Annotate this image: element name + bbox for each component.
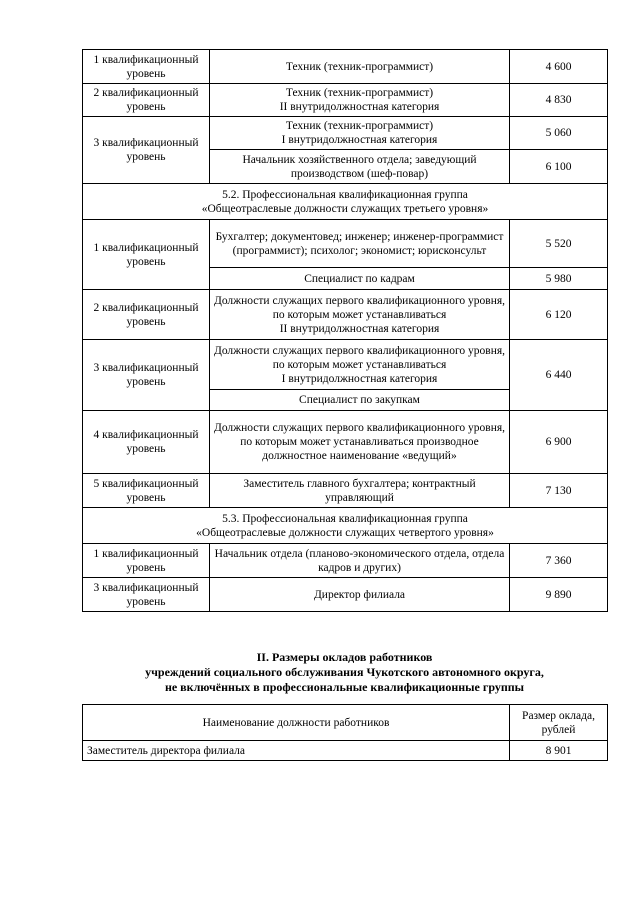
table-header-row: [83, 705, 608, 741]
level-cell: 4 квалификационный уровень: [83, 411, 210, 474]
level-cell: 2 квалификационный уровень: [83, 290, 210, 340]
position-cell: Должности служащих первого квалификационного уровня, по которым может устанавливаться производное должностное наименование «ведущий»: [210, 411, 510, 474]
table-row: [83, 220, 608, 268]
table-row: [83, 474, 608, 508]
level-cell: 1 квалификационный уровень: [83, 50, 210, 84]
salary-cell: 6 900: [510, 411, 608, 474]
position-cell: Заместитель директора филиала: [83, 741, 510, 761]
column-header-salary: Размер оклада, рублей: [510, 705, 608, 741]
level-cell: 3 квалификационный уровень: [83, 578, 210, 612]
level-cell: 3 квалификационный уровень: [83, 340, 210, 411]
position-cell: Специалист по кадрам: [210, 268, 510, 290]
table-row: [83, 117, 608, 150]
section-title-line: II. Размеры окладов работников: [256, 650, 433, 664]
group-header-row: [83, 184, 608, 220]
section-title-line: учреждений социального обслуживания Чукотского автономного округа,: [145, 665, 544, 679]
level-cell: 1 квалификационный уровень: [83, 220, 210, 290]
salary-cell: 5 980: [510, 268, 608, 290]
table-row: [83, 741, 608, 761]
salary-cell: 6 120: [510, 290, 608, 340]
section-title: [82, 650, 607, 695]
salary-cell: 9 890: [510, 578, 608, 612]
salary-cell: 6 100: [510, 150, 608, 184]
group-header-row: [83, 508, 608, 544]
position-cell: Начальник отдела (планово-экономического отдела, отдела кадров и других): [210, 544, 510, 578]
position-cell: Должности служащих первого квалификационного уровня, по которым может устанавливаться I внутридолжностная категория: [210, 340, 510, 390]
table-row: [83, 544, 608, 578]
column-header-name: Наименование должности работников: [83, 705, 510, 741]
level-cell: 5 квалификационный уровень: [83, 474, 210, 508]
salary-cell: 4 830: [510, 84, 608, 117]
position-cell: Техник (техник-программист): [210, 50, 510, 84]
salary-cell: 5 520: [510, 220, 608, 268]
position-cell: Техник (техник-программист) II внутридолжностная категория: [210, 84, 510, 117]
position-cell: Должности служащих первого квалификационного уровня, по которым может устанавливаться II внутридолжностная категория: [210, 290, 510, 340]
salary-cell: 7 360: [510, 544, 608, 578]
position-cell: Начальник хозяйственного отдела; заведующий производством (шеф-повар): [210, 150, 510, 184]
salary-cell: 4 600: [510, 50, 608, 84]
position-cell: Техник (техник-программист) I внутридолжностная категория: [210, 117, 510, 150]
group-title: 5.2. Профессиональная квалификационная группа «Общеотраслевые должности служащих третьего уровня»: [83, 184, 608, 220]
table-row: [83, 411, 608, 474]
unclassified-salary-table: [82, 704, 608, 761]
level-cell: 1 квалификационный уровень: [83, 544, 210, 578]
level-cell: 2 квалификационный уровень: [83, 84, 210, 117]
salary-cell: 5 060: [510, 117, 608, 150]
table-row: [83, 50, 608, 84]
level-cell: 3 квалификационный уровень: [83, 117, 210, 184]
group-title: 5.3. Профессиональная квалификационная группа «Общеотраслевые должности служащих четвертого уровня»: [83, 508, 608, 544]
position-cell: Заместитель главного бухгалтера; контрактный управляющий: [210, 474, 510, 508]
position-cell: Директор филиала: [210, 578, 510, 612]
section-title-line: не включённых в профессиональные квалификационные группы: [164, 680, 525, 694]
table-row: [83, 84, 608, 117]
salary-cell: 7 130: [510, 474, 608, 508]
salary-cell: 8 901: [510, 741, 608, 761]
salary-cell: 6 440: [510, 340, 608, 411]
table-row: [83, 290, 608, 340]
table-row: [83, 578, 608, 612]
position-cell: Специалист по закупкам: [210, 390, 510, 411]
position-cell: Бухгалтер; документовед; инженер; инженер-программист (программист); психолог; экономист; юрисконсульт: [210, 220, 510, 268]
salary-table: [82, 49, 608, 612]
table-row: [83, 340, 608, 390]
